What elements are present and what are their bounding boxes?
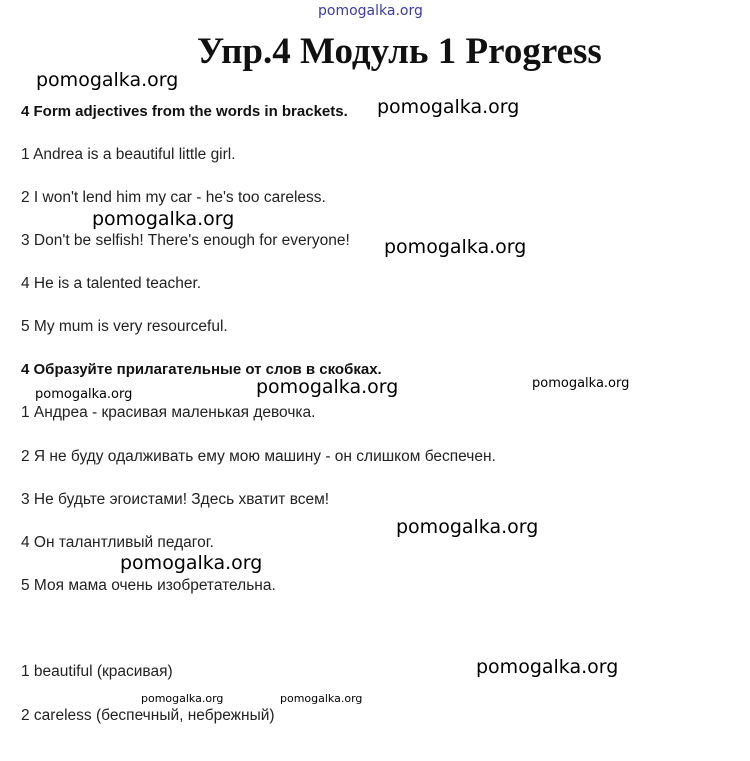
watermark: pomogalka.org xyxy=(476,656,619,678)
english-item-5: 5 My mum is very resourceful. xyxy=(21,318,228,335)
russian-item-1: 1 Андреа - красивая маленькая девочка. xyxy=(21,404,316,421)
answer-item-1: 1 beautiful (красивая) xyxy=(21,663,173,680)
answer-item-2: 2 careless (беспечный, небрежный) xyxy=(21,707,275,724)
watermark: pomogalka.org xyxy=(92,208,235,230)
watermark: pomogalka.org xyxy=(35,387,133,402)
english-item-4: 4 He is a talented teacher. xyxy=(21,275,202,292)
russian-item-4: 4 Он талантливый педагог. xyxy=(21,534,214,551)
watermark: pomogalka.org xyxy=(280,692,363,705)
watermark: pomogalka.org xyxy=(256,376,399,398)
watermark: pomogalka.org xyxy=(384,236,527,258)
watermark: pomogalka.org xyxy=(141,692,224,705)
watermark: pomogalka.org xyxy=(120,552,263,574)
english-item-1: 1 Andrea is a beautiful little girl. xyxy=(21,146,236,163)
russian-item-2: 2 Я не буду одалживать ему мою машину - он слишком беспечен. xyxy=(21,448,496,465)
watermark: pomogalka.org xyxy=(36,69,179,91)
watermark: pomogalka.org xyxy=(532,376,630,391)
russian-item-3: 3 Не будьте эгоистами! Здесь хватит всем! xyxy=(21,491,330,508)
english-item-3: 3 Don't be selfish! There's enough for everyone! xyxy=(21,232,350,249)
watermark: pomogalka.org xyxy=(396,516,539,538)
watermark-top: pomogalka.org xyxy=(318,3,423,19)
english-item-2: 2 I won't lend him my car - he's too careless. xyxy=(21,189,326,206)
page-title: Упр.4 Модуль 1 Progress xyxy=(197,31,602,72)
english-heading: 4 Form adjectives from the words in brackets. xyxy=(21,103,348,120)
russian-heading: 4 Образуйте прилагательные от слов в скобках. xyxy=(21,361,382,378)
watermark: pomogalka.org xyxy=(377,96,520,118)
russian-item-5: 5 Моя мама очень изобретательна. xyxy=(21,577,276,594)
